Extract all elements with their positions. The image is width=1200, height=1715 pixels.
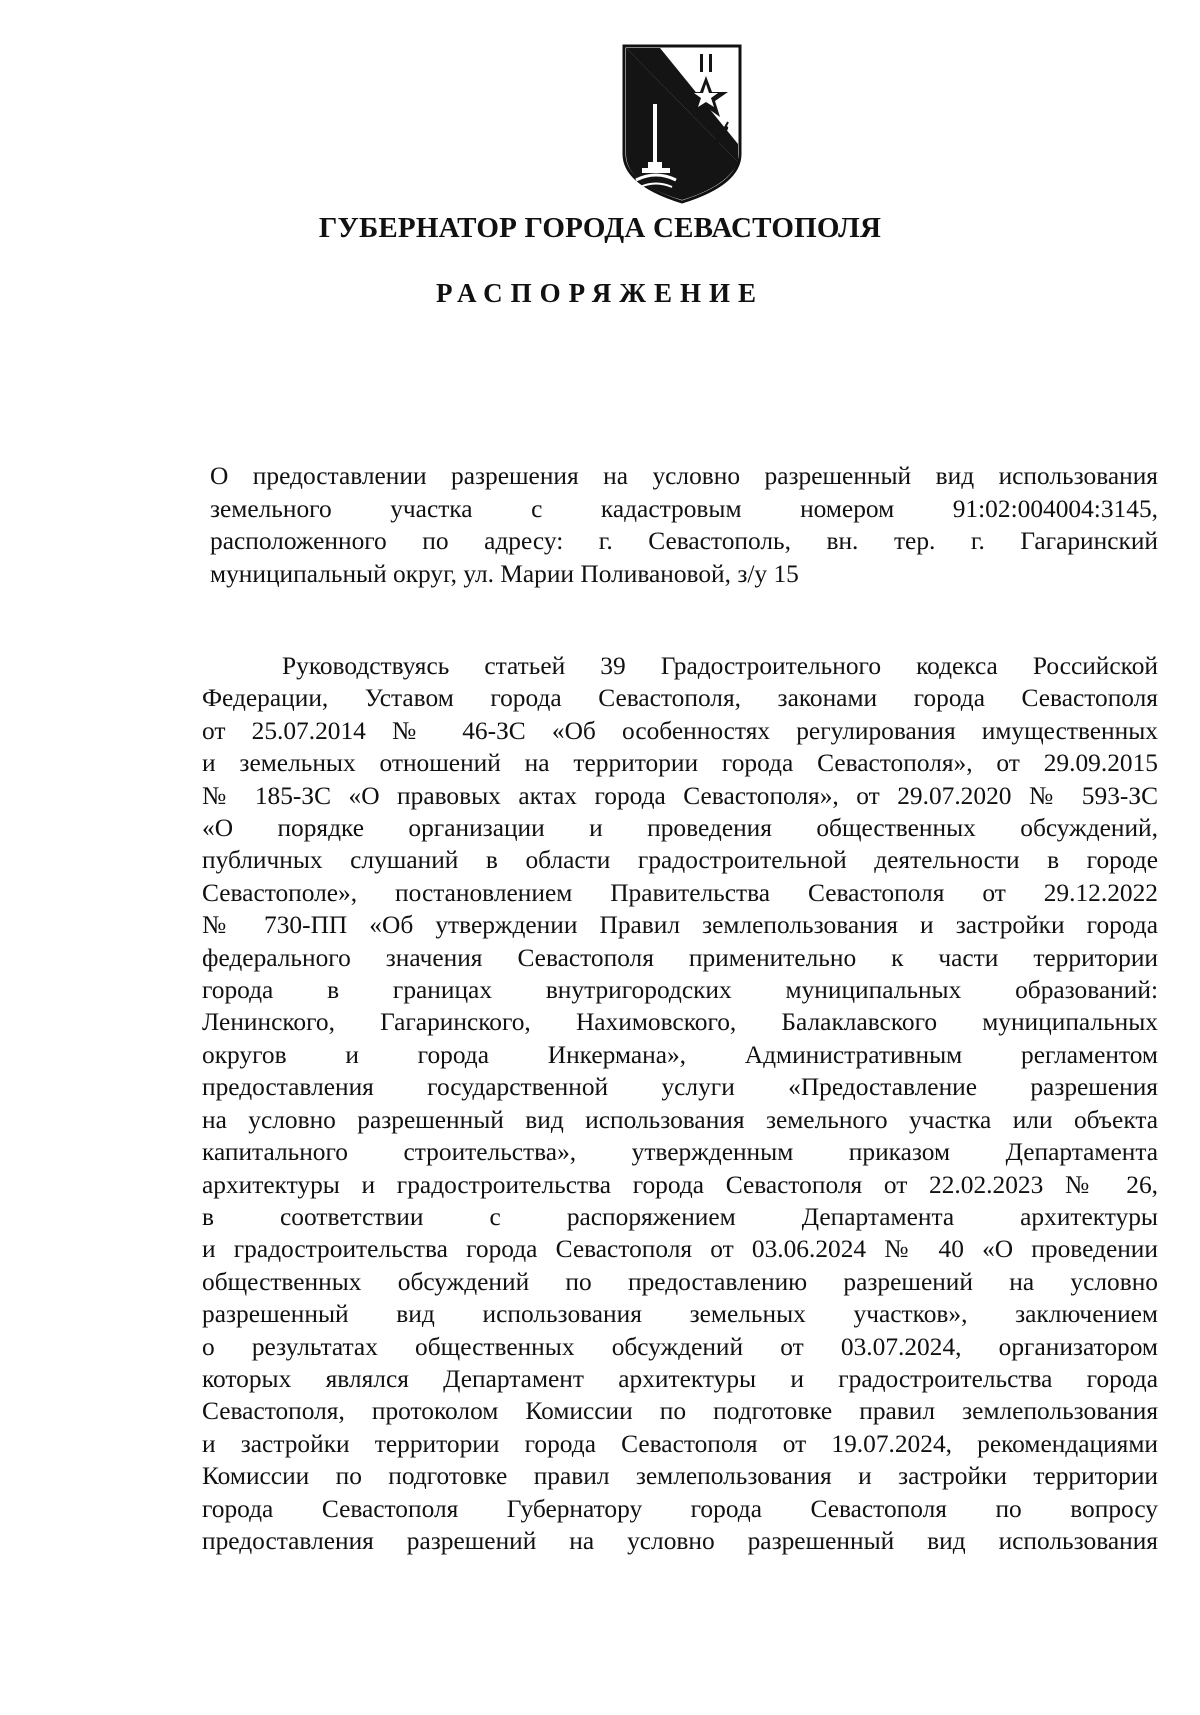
subject-line: расположенного по адресу: г. Севастополь, вн. тер. г. Гагаринский <box>210 527 1158 555</box>
body-line: от 25.07.2014 № 46-ЗС «Об особенностях регулирования имущественных <box>202 716 1158 745</box>
body-line: Ленинского, Гагаринского, Нахимовского, Балаклавского муниципальных <box>202 1008 1158 1037</box>
sevastopol-coat-of-arms-icon <box>620 44 744 204</box>
body-line: № 185-ЗС «О правовых актах города Севастополя», от 29.07.2020 № 593-ЗС <box>202 781 1158 810</box>
body-line: и земельных отношений на территории города Севастополя», от 29.09.2015 <box>202 749 1158 778</box>
body-line: предоставления разрешений на условно разрешенный вид использования <box>202 1526 1158 1555</box>
body-line: предоставления государственной услуги «Предоставление разрешения <box>202 1073 1158 1102</box>
body-line: Федерации, Уставом города Севастополя, законами города Севастополя <box>202 684 1158 713</box>
body-line: Комиссии по подготовке правил землепользования и застройки территории <box>202 1462 1158 1491</box>
body-line: Севастополя, протоколом Комиссии по подготовке правил землепользования <box>202 1397 1158 1426</box>
body-line: «О порядке организации и проведения общественных обсуждений, <box>202 814 1158 843</box>
issuing-authority: ГУБЕРНАТОР ГОРОДА СЕВАСТОПОЛЯ <box>318 212 882 244</box>
body-line: в соответствии с распоряжением Департамента архитектуры <box>202 1202 1158 1231</box>
body-line: города Севастополя Губернатору города Севастополя по вопросу <box>202 1494 1158 1523</box>
body-line: города в границах внутригородских муниципальных образований: <box>202 976 1158 1005</box>
body-line: архитектуры и градостроительства города Севастополя от 22.02.2023 № 26, <box>202 1170 1158 1199</box>
body-line: Севастополе», постановлением Правительства Севастополя от 29.12.2022 <box>202 878 1158 907</box>
body-line: которых являлся Департамент архитектуры и градостроительства города <box>202 1364 1158 1393</box>
document-type: РАСПОРЯЖЕНИЕ <box>435 278 765 308</box>
body-line: на условно разрешенный вид использования земельного участка или объекта <box>202 1105 1158 1134</box>
body-line: и градостроительства города Севастополя от 03.06.2024 № 40 «О проведении <box>202 1235 1158 1264</box>
subject-line: О предоставлении разрешения на условно разрешенный вид использования <box>210 462 1158 490</box>
body-line: федерального значения Севастополя применительно к части территории <box>202 943 1158 972</box>
body-line: Руководствуясь статьей 39 Градостроительного кодекса Российской <box>282 652 1158 680</box>
document-body <box>202 650 1158 1557</box>
body-line: разрешенный вид использования земельных участков», заключением <box>202 1300 1158 1329</box>
subject-line: земельного участка с кадастровым номером 91:02:004004:3145, <box>210 494 1158 523</box>
body-line: публичных слушаний в области градостроительной деятельности в городе <box>202 846 1158 875</box>
document-subject <box>210 460 1158 590</box>
body-line: общественных обсуждений по предоставлению разрешений на условно <box>202 1267 1158 1296</box>
body-line: № 730-ПП «Об утверждении Правил землепользования и застройки города <box>202 911 1158 940</box>
body-line: о результатах общественных обсуждений от 03.07.2024, организатором <box>202 1332 1158 1361</box>
body-line: капитального строительства», утвержденным приказом Департамента <box>202 1138 1158 1167</box>
subject-line: муниципальный округ, ул. Марии Поливановой, з/у 15 <box>210 559 799 588</box>
body-line: и застройки территории города Севастополя от 19.07.2024, рекомендациями <box>202 1429 1158 1458</box>
body-line: округов и города Инкермана», Административным регламентом <box>202 1040 1158 1069</box>
